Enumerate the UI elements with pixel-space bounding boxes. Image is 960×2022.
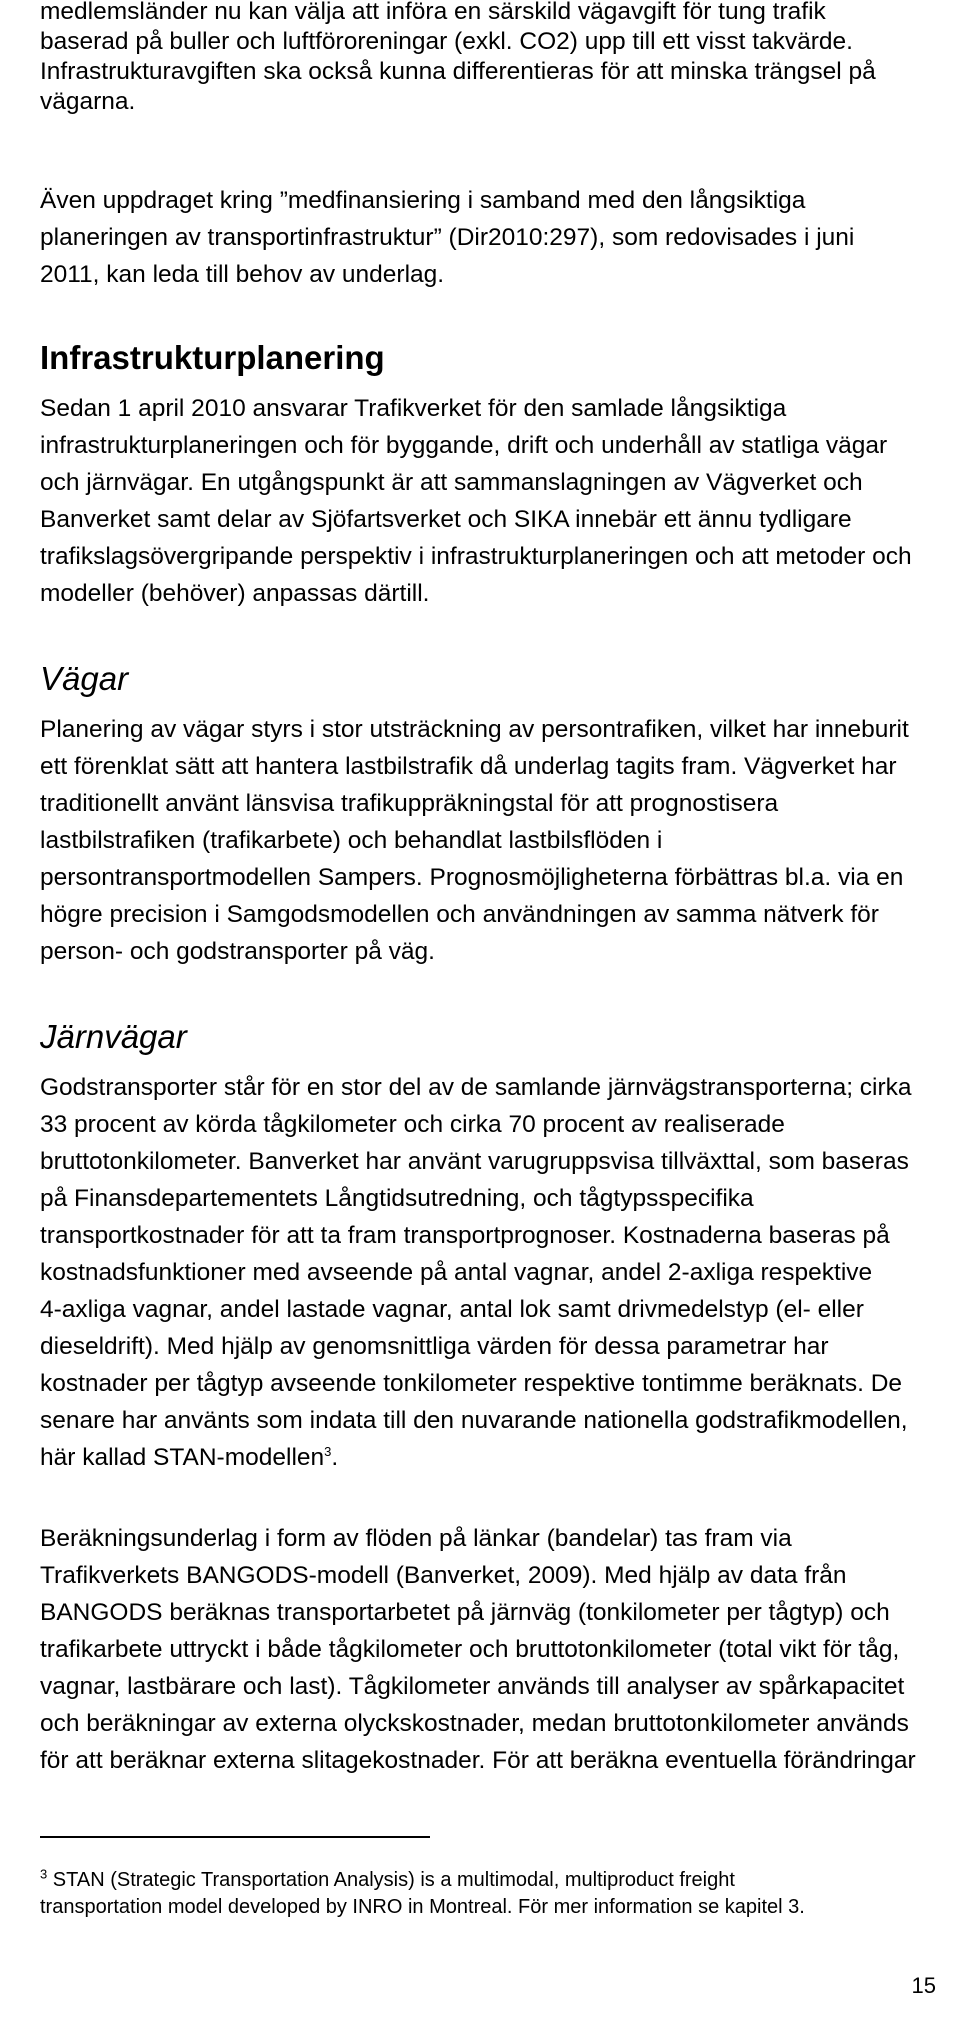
jarn-p2-line-6: och beräkningar av externa olyckskostnader, medan bruttotonkilometer används	[40, 1710, 909, 1737]
infra-line-4: Banverket samt delar av Sjöfartsverket och SIKA innebär ett ännu tydligare	[40, 506, 852, 533]
jarn-line-2: 33 procent av körda tågkilometer och cirka 70 procent av realiserade	[40, 1111, 785, 1138]
vagar-line-4: lastbilstrafiken (trafikarbete) och behandlat lastbilsflöden i	[40, 827, 663, 854]
infra-line-5: trafikslagsövergripande perspektiv i infrastrukturplaneringen och att metoder och	[40, 543, 912, 570]
infra-line-6: modeller (behöver) anpassas därtill.	[40, 580, 430, 607]
jarn-line-5: transportkostnader för att ta fram transportprognoser. Kostnaderna baseras på	[40, 1222, 890, 1249]
footnote-text-1: STAN (Strategic Transportation Analysis) is a multimodal, multiproduct freight	[52, 1869, 735, 1891]
footnote-separator	[40, 1836, 430, 1838]
footnote-reference: 3	[324, 1443, 332, 1459]
vagar-line-2: ett förenklat sätt att hantera lastbilstrafik då underlag tagits fram. Vägverket har	[40, 753, 897, 780]
infra-line-1: Sedan 1 april 2010 ansvarar Trafikverket för den samlade långsiktiga	[40, 395, 787, 422]
heading-infrastrukturplanering: Infrastrukturplanering	[40, 339, 385, 376]
intro-line-1: medlemsländer nu kan välja att införa en särskild vägavgift för tung trafik	[40, 0, 826, 25]
vagar-line-7: person- och godstransporter på väg.	[40, 938, 435, 965]
intro-line-3: Infrastrukturavgiften ska också kunna differentieras för att minska trängsel på	[40, 58, 876, 85]
vagar-line-6: högre precision i Samgodsmodellen och användningen av samma nätverk för	[40, 901, 879, 928]
jarn-line-9: kostnader per tågtyp avseende tonkilometer respektive tontimme beräknats. De	[40, 1370, 903, 1397]
vagar-line-5: persontransportmodellen Sampers. Prognosmöjligheterna förbättras bl.a. via en	[40, 864, 904, 891]
dir-line-3: 2011, kan leda till behov av underlag.	[40, 261, 445, 288]
jarn-line-7: 4-axliga vagnar, andel lastade vagnar, antal lok samt drivmedelstyp (el- eller	[40, 1296, 864, 1323]
footnote-marker: 3	[40, 1866, 48, 1882]
jarn-p2-line-2: Trafikverkets BANGODS-modell (Banverket, 2009). Med hjälp av data från	[40, 1562, 847, 1589]
page-number: 15	[911, 1973, 936, 1998]
jarn-line-1: Godstransporter står för en stor del av de samlande järnvägstransporterna; cirka	[40, 1074, 912, 1101]
dir-line-2: planeringen av transportinfrastruktur” (Dir2010:297), som redovisades i juni	[40, 224, 855, 251]
jarn-line-11	[40, 1440, 338, 1476]
jarn-p2-line-1: Beräkningsunderlag i form av flöden på länkar (bandelar) tas fram via	[40, 1525, 792, 1552]
jarn-line-8: dieseldrift). Med hjälp av genomsnittliga värden för dessa parametrar har	[40, 1333, 829, 1360]
jarn-line-4: på Finansdepartementets Långtidsutredning, och tågtypsspecifika	[40, 1185, 754, 1212]
jarn-line-11-text: här kallad STAN-modellen	[40, 1444, 325, 1471]
jarn-line-11-end: .	[331, 1444, 339, 1471]
vagar-line-3: traditionellt använt länsvisa trafikuppräkningstal för att prognostisera	[40, 790, 779, 817]
jarn-p2-line-7: för att beräknar externa slitagekostnader. För att beräkna eventuella förändringar	[40, 1747, 916, 1774]
jarn-p2-line-3: BANGODS beräknas transportarbetet på järnväg (tonkilometer per tågtyp) och	[40, 1599, 890, 1626]
footnote-line-2: transportation model developed by INRO in Montreal. För mer information se kapitel 3.	[40, 1896, 805, 1918]
infra-line-2: infrastrukturplaneringen och för byggande, drift och underhåll av statliga vägar	[40, 432, 888, 459]
vagar-line-1: Planering av vägar styrs i stor utsträckning av persontrafiken, vilket har inneburit	[40, 716, 909, 743]
jarn-p2-line-5: vagnar, lastbärare och last). Tågkilometer används till analyser av spårkapacitet	[40, 1673, 905, 1700]
jarn-line-10: senare har använts som indata till den nuvarande nationella godstrafikmodellen,	[40, 1407, 908, 1434]
infra-line-3: och järnvägar. En utgångspunkt är att sammanslagningen av Vägverket och	[40, 469, 863, 496]
jarn-line-3: bruttotonkilometer. Banverket har använt varugruppsvisa tillväxttal, som baseras	[40, 1148, 909, 1175]
footnote-line-1	[40, 1866, 735, 1894]
intro-line-2: baserad på buller och luftföroreningar (exkl. CO2) upp till ett visst takvärde.	[40, 28, 853, 55]
jarn-line-6: kostnadsfunktioner med avseende på antal vagnar, andel 2-axliga respektive	[40, 1259, 873, 1286]
jarn-p2-line-4: trafikarbete uttryckt i både tågkilometer och bruttotonkilometer (total vikt för tåg,	[40, 1636, 900, 1663]
heading-vagar: Vägar	[40, 660, 129, 697]
dir-line-1: Även uppdraget kring ”medfinansiering i samband med den långsiktiga	[40, 187, 806, 214]
heading-jarnvagar: Järnvägar	[40, 1018, 187, 1055]
intro-line-4: vägarna.	[40, 88, 136, 115]
